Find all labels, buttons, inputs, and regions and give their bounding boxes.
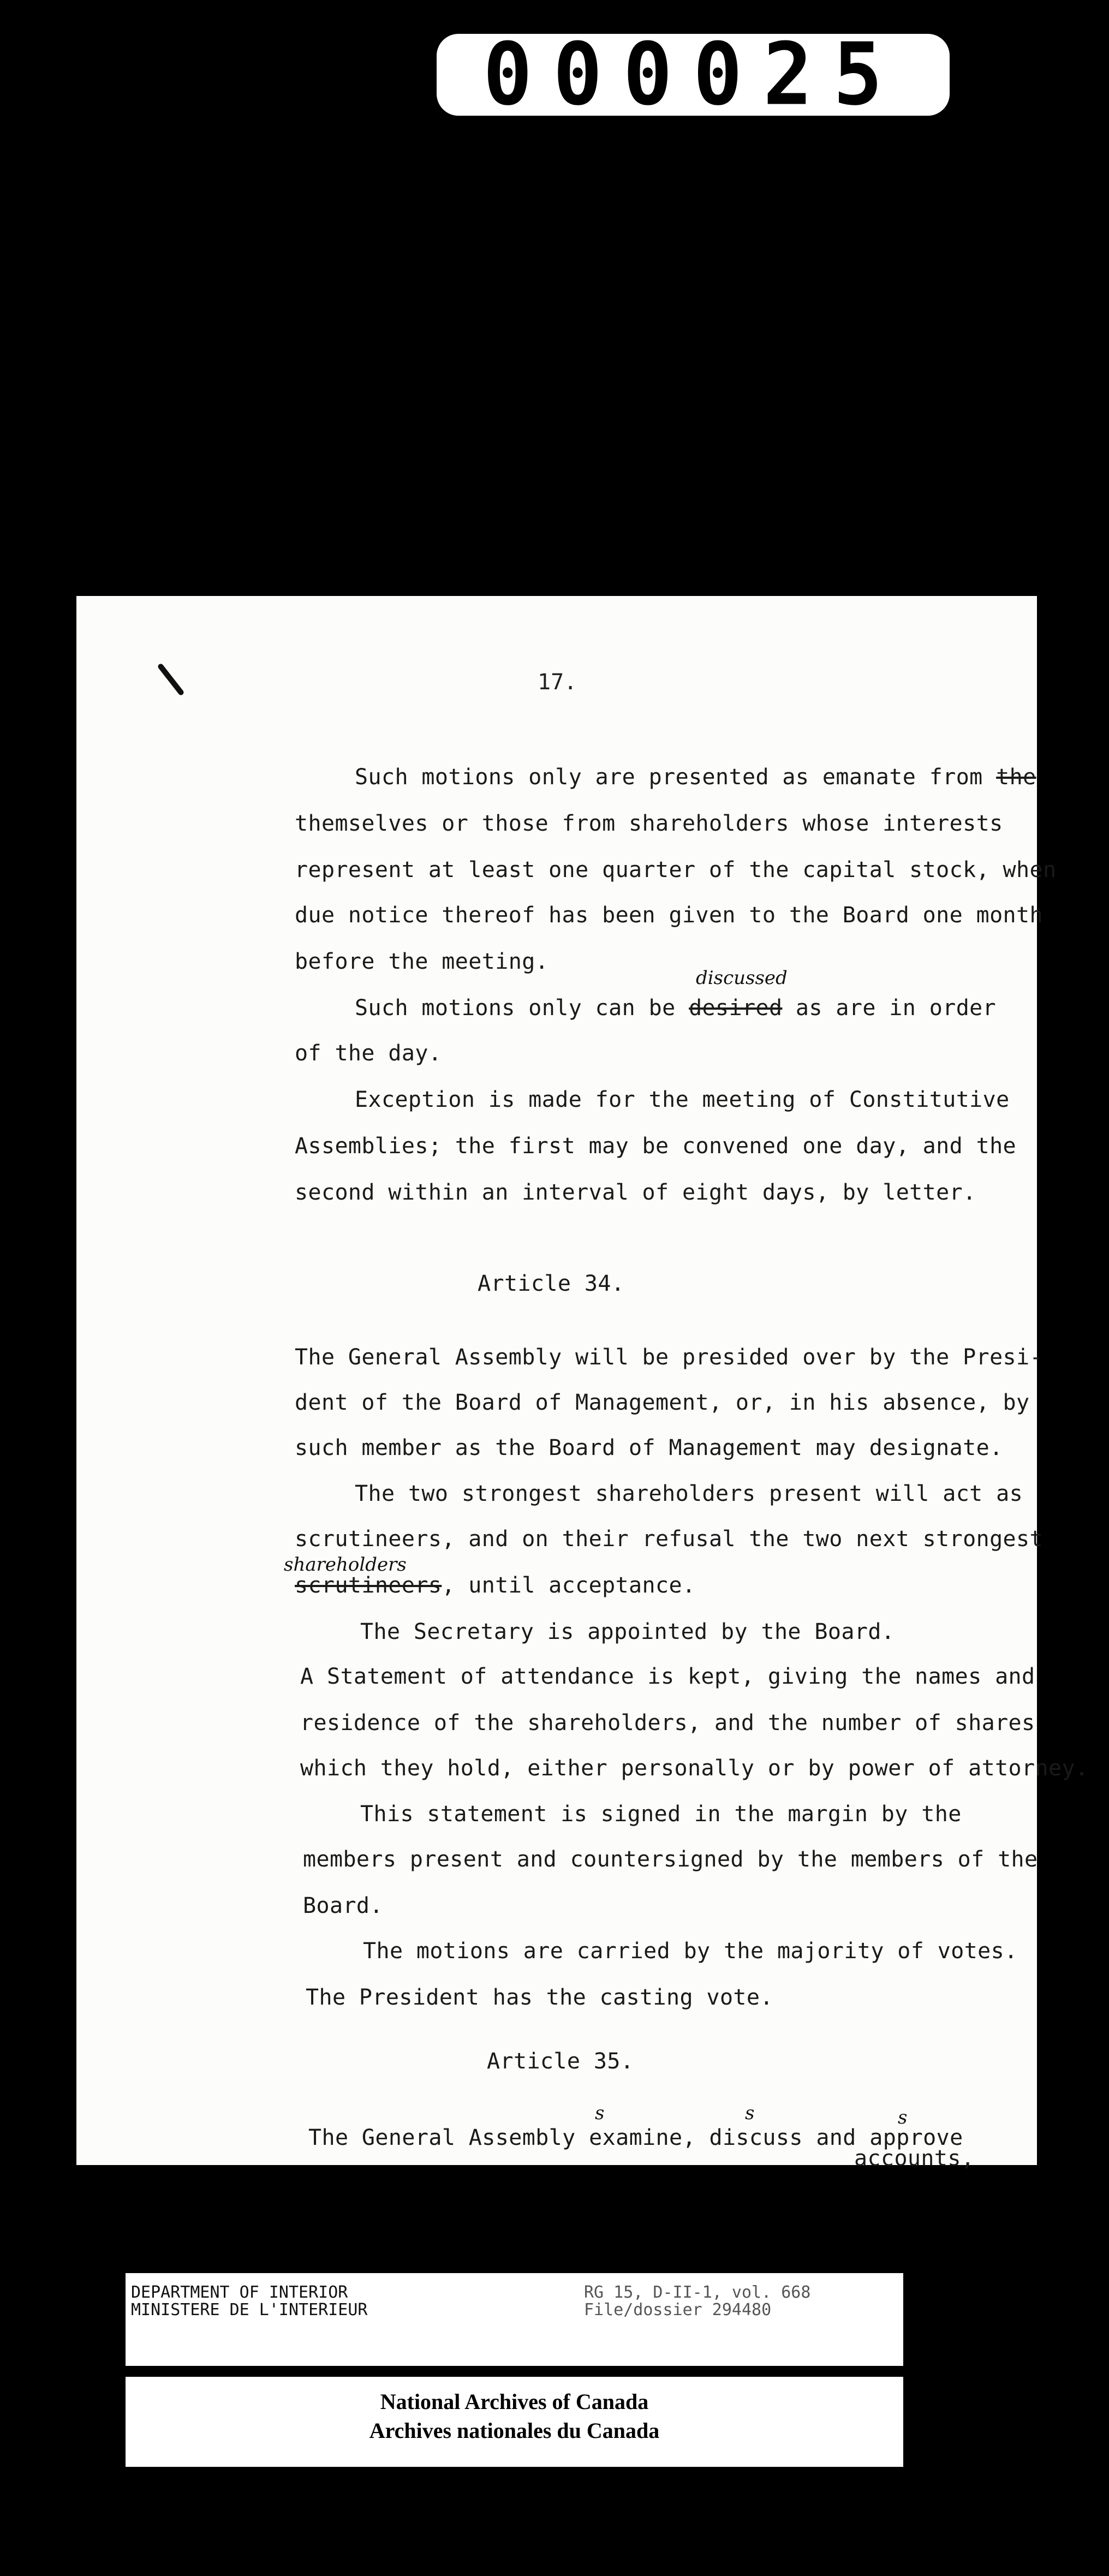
text-line: themselves or those from shareholders whose interests [295, 811, 1003, 836]
text-line: The General Assembly examine, discuss and approve [308, 2125, 963, 2150]
struck-word: the [996, 765, 1036, 790]
text-line: The President has the casting vote. [306, 1985, 773, 2010]
struck-word: desired [689, 995, 783, 1021]
text-line: Exception is made for the meeting of Constitutive [355, 1087, 1010, 1112]
text-line: which they hold, either personally or by power of attorney. [300, 1756, 1089, 1781]
page-number: 17. [538, 670, 577, 695]
text-line: second within an interval of eight days, by letter. [295, 1180, 976, 1205]
frame-counter [437, 25, 950, 125]
text-line: dent of the Board of Management, or, in his absence, by [295, 1390, 1030, 1415]
text-line: scrutineers, and on their refusal the two next strongest [295, 1526, 1043, 1552]
text-line: Such motions only are presented as emanate from the [355, 765, 1036, 790]
archives-label [126, 2377, 903, 2467]
text-line: before the meeting. [295, 949, 549, 974]
text-line: members present and countersigned by the members of the [303, 1847, 1038, 1872]
text-line: A Statement of attendance is kept, giving the names and [300, 1664, 1035, 1689]
text-line: scrutineers, until acceptance. [295, 1573, 696, 1598]
text-line: of the day. [295, 1041, 442, 1066]
text-line: due notice thereof has been given to the Board one month [295, 903, 1043, 928]
file-reference: RG 15, D-II-1, vol. 668 File/dossier 294480 [584, 2283, 811, 2319]
handwritten-correction: s [898, 2107, 908, 2128]
struck-word: scrutineers [295, 1573, 442, 1598]
text-line: The General Assembly will be presided over by the Presi- [295, 1345, 1043, 1370]
text-line: This statement is signed in the margin by the [360, 1802, 962, 1827]
text-line: The Secretary is appointed by the Board. [360, 1619, 895, 1644]
text-line: Assemblies; the first may be convened one day, and the [295, 1134, 1017, 1159]
article-heading: Article 35. [487, 2049, 634, 2074]
text-line: such member as the Board of Management may designate. [295, 1435, 1003, 1460]
text-line: represent at least one quarter of the capital stock, when [295, 857, 1057, 882]
handwritten-correction: shareholders [284, 1554, 407, 1576]
handwritten-correction: discussed [696, 967, 788, 989]
handwritten-correction: s [595, 2102, 605, 2124]
article-heading: Article 34. [478, 1271, 625, 1296]
text-line: The two strongest shareholders present will act as [355, 1481, 1023, 1506]
archives-name-fr: Archives nationales du Canada [369, 2418, 660, 2443]
text-line: accounts, [854, 2146, 975, 2171]
handwritten-correction: s [745, 2102, 755, 2124]
reference-label [126, 2273, 903, 2366]
text-line: Board. [303, 1893, 383, 1918]
document-page [76, 596, 1089, 2171]
text-line: residence of the shareholders, and the number of shares [300, 1710, 1035, 1736]
archives-name-en: National Archives of Canada [380, 2389, 649, 2414]
text-line: Such motions only can be desired as are in order [355, 995, 997, 1021]
frame-number: 000025 [483, 25, 903, 125]
text-line: The motions are carried by the majority of votes. [363, 1939, 1018, 1964]
department-label: DEPARTMENT OF INTERIOR MINISTERE DE L'INTERIEUR [131, 2283, 368, 2319]
